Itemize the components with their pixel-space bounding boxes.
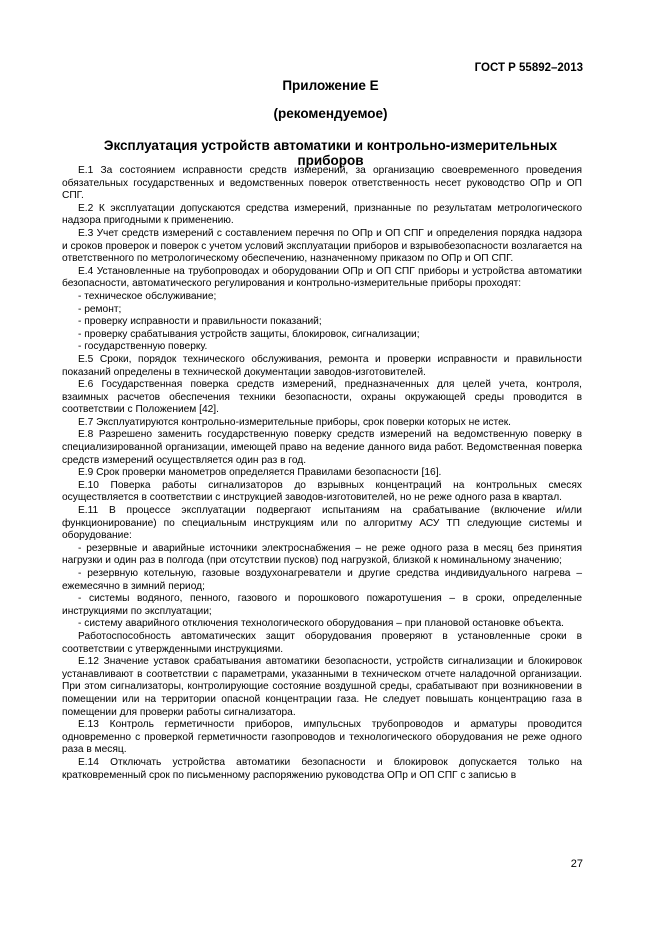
appendix-subtitle: (рекомендуемое) — [273, 106, 388, 121]
body-text — [62, 165, 582, 782]
list-item: - системы водяного, пенного, газового и порошкового пожаротушения – в сроки, определенные инструкциями по эксплуатации; — [62, 593, 582, 617]
paragraph-e12: Е.12 Значение уставок срабатывания автоматики безопасности, устройств сигнализации и блокировок устанавливают в соответствии с параметрами, указанными в техническом отчете наладочной организации. При этом сигнализаторы, контролирующие состояние воздушной среды, срабатывают при возникновении в помещении или на территории опасной концентрации газа. Не следует повышать концентрацию газа в помещении для проверки работы сигнализатора. — [62, 656, 582, 718]
paragraph-e9: Е.9 Срок проверки манометров определяется Правилами безопасности [16]. — [78, 467, 442, 479]
list-item: - государственную поверку. — [78, 341, 208, 353]
list-item: - систему аварийного отключения технологического оборудования – при плановой остановке объекта. — [78, 618, 564, 630]
paragraph-e14: Е.14 Отключать устройства автоматики безопасности и блокировок допускается только на кратковременный срок по письменному распоряжению руководства ОПр и ОП СПГ с записью в — [62, 756, 582, 781]
paragraph-e4: Е.4 Установленные на трубопроводах и оборудовании ОПр и ОП СПГ приборы и устройства автоматики безопасности, автоматического регулирования и контрольно-измерительные приборы проходят: — [62, 265, 582, 290]
paragraph-e8: Е.8 Разрешено заменить государственную поверку средств измерений на ведомственную поверку в специализированной организации, имеющей право на ведение данного вида работ. Ведомственная поверка средств измерений осуществляется один раз в год. — [62, 429, 582, 466]
paragraph-e5: Е.5 Сроки, порядок технического обслуживания, ремонта и проверки исправности и правильности показаний определены в технической документации заводов-изготовителей. — [62, 353, 582, 378]
appendix-title: Приложение Е — [282, 78, 379, 93]
list-item: - проверку срабатывания устройств защиты, блокировок, сигнализации; — [78, 328, 420, 340]
list-item: - резервные и аварийные источники электроснабжения – не реже одного раза в месяц без принятия нагрузки и один раз в полгода (при отсутствии пусков) под нагрузкой, близкой к номинальному значению; — [62, 542, 582, 567]
page-number: 27 — [570, 858, 583, 870]
paragraph-e1: Е.1 За состоянием исправности средств измерений, за организацию своевременного проведения обязательных государственных и ведомственных поверок ответственность несет руководство ОПр и ОП СПГ. — [62, 165, 582, 202]
paragraph-e11: Е.11 В процессе эксплуатации подвергают испытаниям на срабатывание (включение и/или функционирование) по специальным инструкциям или по алгоритму АСУ ТП следующие системы и оборудование: — [62, 505, 582, 542]
list-item: - ремонт; — [78, 303, 122, 315]
paragraph-e6: Е.6 Государственная поверка средств измерений, предназначенных для целей учета, контроля, взаимных расчетов обеспечения техники безопасности, охраны окружающей среды проводится в соответствии с Положением [42]. — [62, 379, 582, 416]
paragraph-e10: Е.10 Поверка работы сигнализаторов до взрывных концентраций на контрольных смесях осуществляется в соответствии с инструкцией заводов-изготовителей, но не реже одного раза в квартал. — [62, 479, 582, 504]
list-item: - проверку исправности и правильности показаний; — [78, 316, 322, 328]
paragraph-automation-check: Работоспособность автоматических защит оборудования проверяют в установленные сроки в соответствии с утвержденными инструкциями. — [62, 630, 582, 655]
list-item: - техническое обслуживание; — [78, 290, 217, 302]
paragraph-e2: Е.2 К эксплуатации допускаются средства измерений, признанные по результатам метрологического надзора пригодными к применению. — [62, 202, 582, 227]
paragraph-e3: Е.3 Учет средств измерений с составлением перечня по ОПр и ОП СПГ и определения порядка надзора и сроков проверок и поверок с учетом условий эксплуатации приборов и взрывобезопасности возлагается на ответственного по метрологическому обеспечению, назначенному приказом по ОПр и ОП СПГ. — [62, 227, 582, 265]
section-title: Эксплуатация устройств автоматики и контрольно-измерительных приборов — [103, 138, 558, 168]
list-item: - резервную котельную, газовые воздухонагреватели и другие средства индивидуального нагрева – ежемесячно в зимний период; — [62, 568, 582, 592]
paragraph-e13: Е.13 Контроль герметичности приборов, импульсных трубопроводов и арматуры проводится одновременно с проверкой герметичности газопроводов и технологического оборудования не реже одного раза в месяц. — [62, 719, 582, 756]
paragraph-e7: Е.7 Эксплуатируются контрольно-измерительные приборы, срок поверки которых не истек. — [78, 416, 512, 428]
standard-id: ГОСТ Р 55892–2013 — [474, 62, 583, 74]
